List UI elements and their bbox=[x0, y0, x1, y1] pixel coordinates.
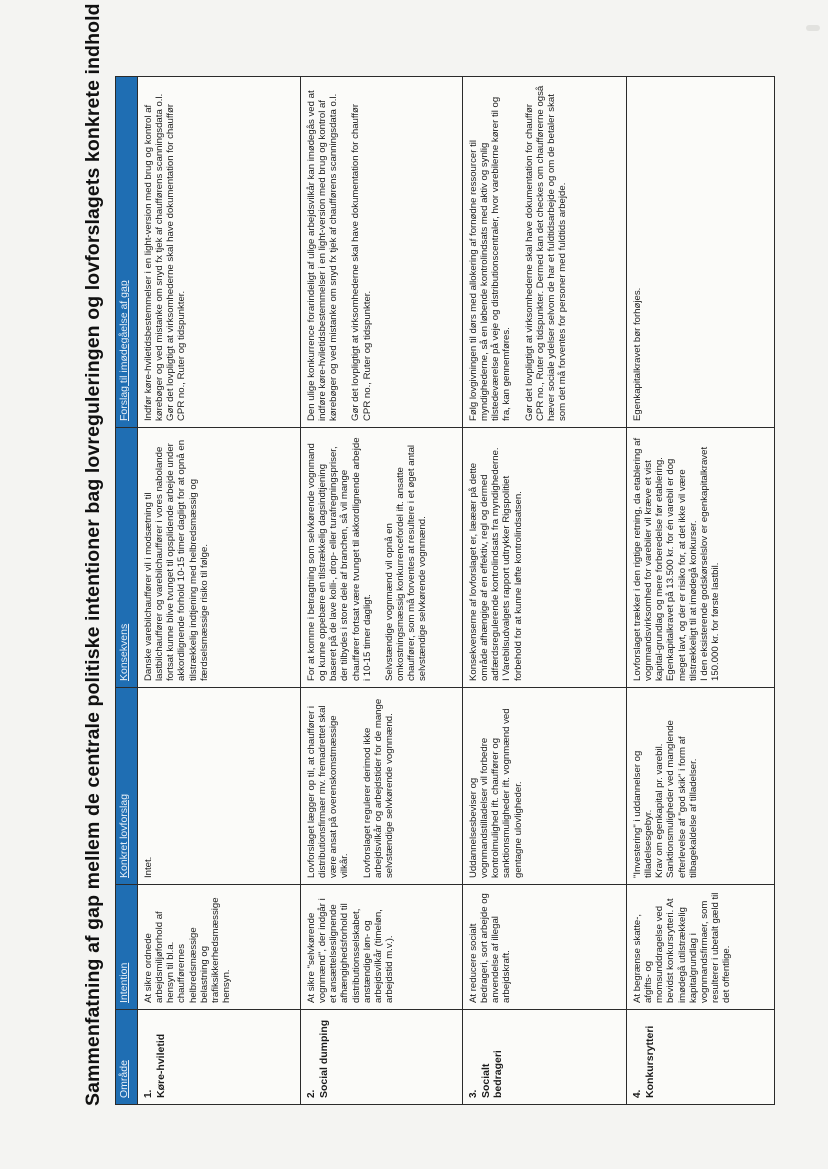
consequence-cell bbox=[301, 428, 463, 688]
area-number: 2. bbox=[306, 1089, 317, 1098]
area-name: Køre-hviletid bbox=[154, 1033, 167, 1098]
area-cell bbox=[627, 1010, 775, 1105]
area-cell bbox=[301, 1010, 463, 1105]
intention-text: At begrænse skatte-, afgifts- og momsunddragelse ved bevidst konkursrytteri. At imødegå utilstrækkelig kapitalgrundlag i vognmandsfirmaer, som resulterer i ubetalt gæld til det offentlige. bbox=[632, 892, 732, 1003]
area-number: 4. bbox=[632, 1089, 643, 1098]
table-row bbox=[138, 77, 301, 1105]
proposal-text: Uddannelsesbeviser og vognmandstilladelser vil forbedre kontrolmulighed ift. chauffører og sanktionsmuligheder ift. vognmænd ved gentagne ulovligheder. bbox=[468, 708, 524, 878]
intention-text: At sikre ordnede arbejdsmiljøforhold af hensyn til bl.a. chaufførernes helbredsmæssige belastning og trafiksikkerhedsmæssige hensyn. bbox=[143, 897, 232, 1003]
remedy-text: Egenkapitalkravet bør forhøjes. bbox=[632, 287, 643, 421]
consequence-cell bbox=[627, 428, 775, 688]
remedy-text: Følg lovgivningen til dørs med allokering af fornødne ressourcer til myndighederne, så en løbende kontrolindsats med aktiv og synlig tilstedeværelse på veje og distributionscentraler, hvor varebilerne kører til og fra, kan gennemføres. bbox=[468, 96, 513, 421]
proposal-cell bbox=[463, 688, 627, 885]
proposal-cell bbox=[301, 688, 463, 885]
consequence-text: Selvstændige vognmænd vil opnå en omkostningsmæssig konkurrencefordel ift. ansatte chauffører, som må forventes at resultere i et øget antal selvstændige selvkørende vognmænd. bbox=[383, 444, 429, 681]
header-row bbox=[116, 77, 138, 1105]
remedy-text: Gør det lovpligtigt at virksomhederne skal have dokumentation for chauffør CPR no., Ruter og tidspunkter. bbox=[350, 103, 373, 421]
rotated-page bbox=[82, 3, 822, 1108]
remedy-text: Den ulige konkurrence forarindeligt af ulige arbejdsvilkår kan imødegås ved at indføre køre-hviletidsbestemmelser i en light-version med brug og kontrol af kørebøger og ved mistanke om snyd fx tjek af chaufførens scanningsdata o.l. bbox=[306, 90, 340, 421]
area-name: Social dumping bbox=[317, 1019, 330, 1098]
intention-text: At reducere socialt bedrageri, sort arbejde og anvendelse af illegal arbejdskraft. bbox=[468, 893, 513, 1003]
consequence-text: Lovforslaget trækker i den rigtige retning, da etablering af vognmandsvirksomhed for varebiler vil kræve et vist kapital-grundlag og mere forberedelse før etablering. Egenkapitalkravet på 13.500 kr. for én varebil er dog meget lavt, og der er risiko for, at det ikke vil være tilstrækkeligt til at imødegå konkurser. I den eksisterende godskørselslov er egenkapitalkravet 150.000 kr. for første lastbil. bbox=[632, 437, 721, 681]
column-header-proposal: Konkret lovforslag bbox=[116, 688, 138, 885]
punch-mark bbox=[806, 25, 820, 31]
intention-cell bbox=[463, 885, 627, 1010]
table-row bbox=[463, 77, 627, 1105]
column-header-consequence: Konsekvens bbox=[116, 428, 138, 688]
consequence-text: Danske varebilchauffører vil i modsætning til lastbilchauffører og varebilchauffører i vores nabolande fortsat kunne blive tvunget til opsplidende arbejde under akkordlignende forhold 10-15 timer dagligt for at opnå en tilstrækkelig indtjening med helbredsmæssig og færdselsmæssige risiko til følge. bbox=[143, 439, 210, 681]
proposal-cell bbox=[138, 688, 301, 885]
area-number: 3. bbox=[468, 1089, 479, 1098]
proposal-text: Lovforslaget regulerer derimod ikke arbejdsvilkår og arbejdstider for de mange selvstændige selvkørende vognmænd. bbox=[361, 698, 395, 878]
column-header-remedy: Forslag til imødegåelse af gap bbox=[116, 77, 138, 428]
remedy-text: Gør det lovpligtigt at virksomhederne skal have dokumentation for chauffør CPR no., Ruter og tidspunkter. Dermed kan det checkes om chaufførerne også hæver sociale ydelser selvom de har et fuldtidsarbejde og om de betaler skat som det må forventes for personer med fuldtids arbejde. bbox=[523, 85, 568, 421]
column-header-intention: Intention bbox=[116, 885, 138, 1010]
area-name: Konkursrytteri bbox=[643, 1025, 656, 1098]
proposal-text: "Investering" i uddannelser og tilladelsesgebyr. Krav om egenkapital pr. varebil. Sanktionsmuligheder ved manglende efterlevelse af "god skik" i form af tilbagekaldelse af tilladelser. bbox=[632, 720, 699, 878]
consequence-text: For at komme i betragtning som selvkørende vognmand og kunne oppebære en tilstrækkelig dagsindtjening baseret på de lave kolli-, drop- eller turafregningspriser, der tilbydes i store dele af branchen, så vil mange chauffører fortsat være tvunget til akkordlignende arbejde i 10-15 timer dagligt. bbox=[306, 437, 373, 681]
area-cell bbox=[463, 1010, 627, 1105]
consequence-cell bbox=[463, 428, 627, 688]
proposal-cell bbox=[627, 688, 775, 885]
intention-cell bbox=[301, 885, 463, 1010]
remedy-text: Indfør køre-hviletidsbestemmelser i en light-version med brug og kontrol af kørebøger og ved mistanke om snyd fx tjek af chaufførens scanningsdata o.l. Gør det lovpligtigt at virksomhederne skal have dokumentation for chauffør CPR no., Ruter og tidspunkter. bbox=[143, 93, 188, 421]
proposal-text: Lovforslaget lægger op til, at chauffører i distributionsfirmaer mv. fremadrettet skal være ansat på overenskomstmæssige vilkår. bbox=[306, 705, 351, 878]
area-number: 1. bbox=[143, 1089, 154, 1098]
intention-cell bbox=[138, 885, 301, 1010]
remedy-cell bbox=[138, 77, 301, 428]
intention-text: At sikre "selvkørende vognmænd", der indgår i et ansættelseslignende afhængighedsforhold til distributionsselskabet, anstændige løn- og arbejdsvilkår (timeløn, arbejdstid m.v.). bbox=[306, 898, 395, 1003]
column-header-area: Område bbox=[116, 1010, 138, 1105]
proposal-text: Intet. bbox=[143, 856, 154, 878]
remedy-cell bbox=[301, 77, 463, 428]
area-cell bbox=[138, 1010, 301, 1105]
consequence-cell bbox=[138, 428, 301, 688]
table-row bbox=[627, 77, 775, 1105]
summary-table bbox=[115, 76, 775, 1105]
intention-cell bbox=[627, 885, 775, 1010]
table-row bbox=[301, 77, 463, 1105]
area-name: Socialt bedrageri bbox=[479, 1050, 504, 1098]
consequence-text: Konsekvenserne af lovforslaget er, lææær på dette område afhængige af en effektiv, regl og dermed adfærdsregulerende kontrolindsats fra myndighederne. I Varebilsudvalgets rapport udtrykker Rigspolitiet forbehold for at kunne løfte kontrolindsatsen. bbox=[468, 447, 524, 681]
remedy-cell bbox=[627, 77, 775, 428]
remedy-cell bbox=[463, 77, 627, 428]
document-title: Sammenfatning af gap mellem de centrale politiske intentioner bag lovreguleringen og lovforslagets konkrete indhold bbox=[82, 3, 104, 1106]
